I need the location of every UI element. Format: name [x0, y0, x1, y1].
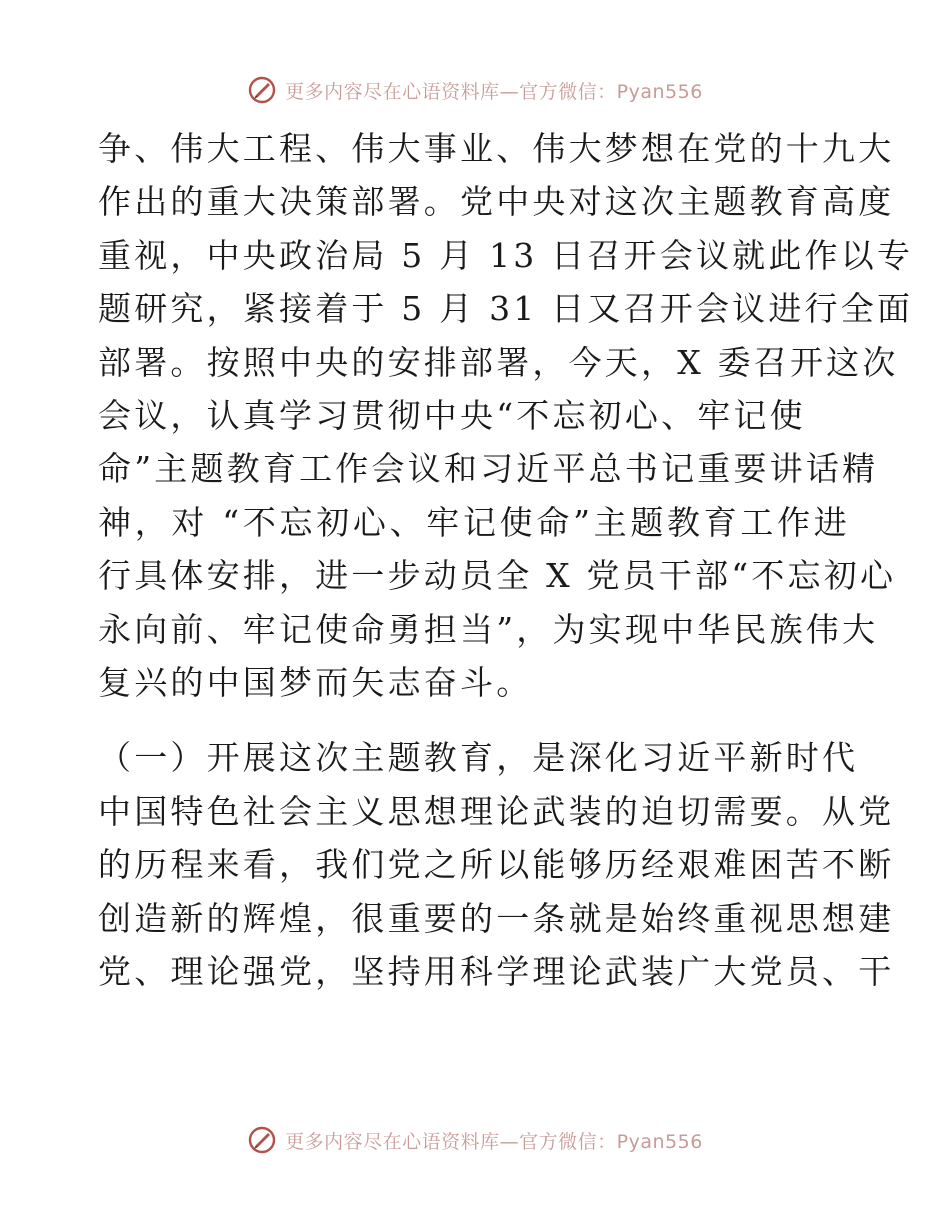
- text-line: 题研究，紧接着于 5 月 31 日又召开会议进行全面: [98, 289, 914, 329]
- text-line: 命”主题教育工作会议和习近平总书记重要讲话精: [98, 449, 879, 489]
- text-line: 会议，认真学习贯彻中央“不忘初心、牢记使: [98, 396, 806, 436]
- text-line: 复兴的中国梦而矢志奋斗。: [98, 663, 533, 703]
- text-line: 重视，中央政治局 5 月 13 日召开会议就此作以专: [98, 235, 914, 275]
- text-line: 永向前、牢记使命勇担当”，为实现中华民族伟大: [98, 609, 879, 649]
- paragraph-2: [98, 731, 895, 998]
- text-line: 党、理论强党，坚持用科学理论武装广大党员、干: [98, 952, 895, 992]
- text-line: 的历程来看，我们党之所以能够历经艰难困苦不断: [98, 845, 895, 885]
- text-line: 创造新的辉煌，很重要的一条就是始终重视思想建: [98, 898, 895, 938]
- logo-icon: [247, 1125, 277, 1155]
- paragraph-1: [98, 122, 914, 709]
- logo-icon: [247, 75, 277, 105]
- watermark-text: 更多内容尽在心语资料库—官方微信：Pyan556: [285, 80, 703, 103]
- text-line: 行具体安排，进一步动员全 X 党员干部“不忘初心: [98, 556, 897, 596]
- footer-watermark: [0, 1122, 950, 1158]
- document-body: [98, 122, 914, 999]
- text-line: 神，对 “不忘初心、牢记使命”主题教育工作进: [98, 502, 850, 542]
- watermark-text: 更多内容尽在心语资料库—官方微信：Pyan556: [285, 1130, 703, 1153]
- text-line: 部署。按照中央的安排部署，今天，X 委召开这次: [98, 342, 899, 382]
- header-watermark: [0, 72, 950, 108]
- text-line: 中国特色社会主义思想理论武装的迫切需要。从党: [98, 791, 895, 831]
- text-line: （一）开展这次主题教育，是深化习近平新时代: [98, 738, 859, 778]
- text-line: 争、伟大工程、伟大事业、伟大梦想在党的十九大: [98, 129, 895, 168]
- text-line: 作出的重大决策部署。党中央对这次主题教育高度: [98, 182, 895, 222]
